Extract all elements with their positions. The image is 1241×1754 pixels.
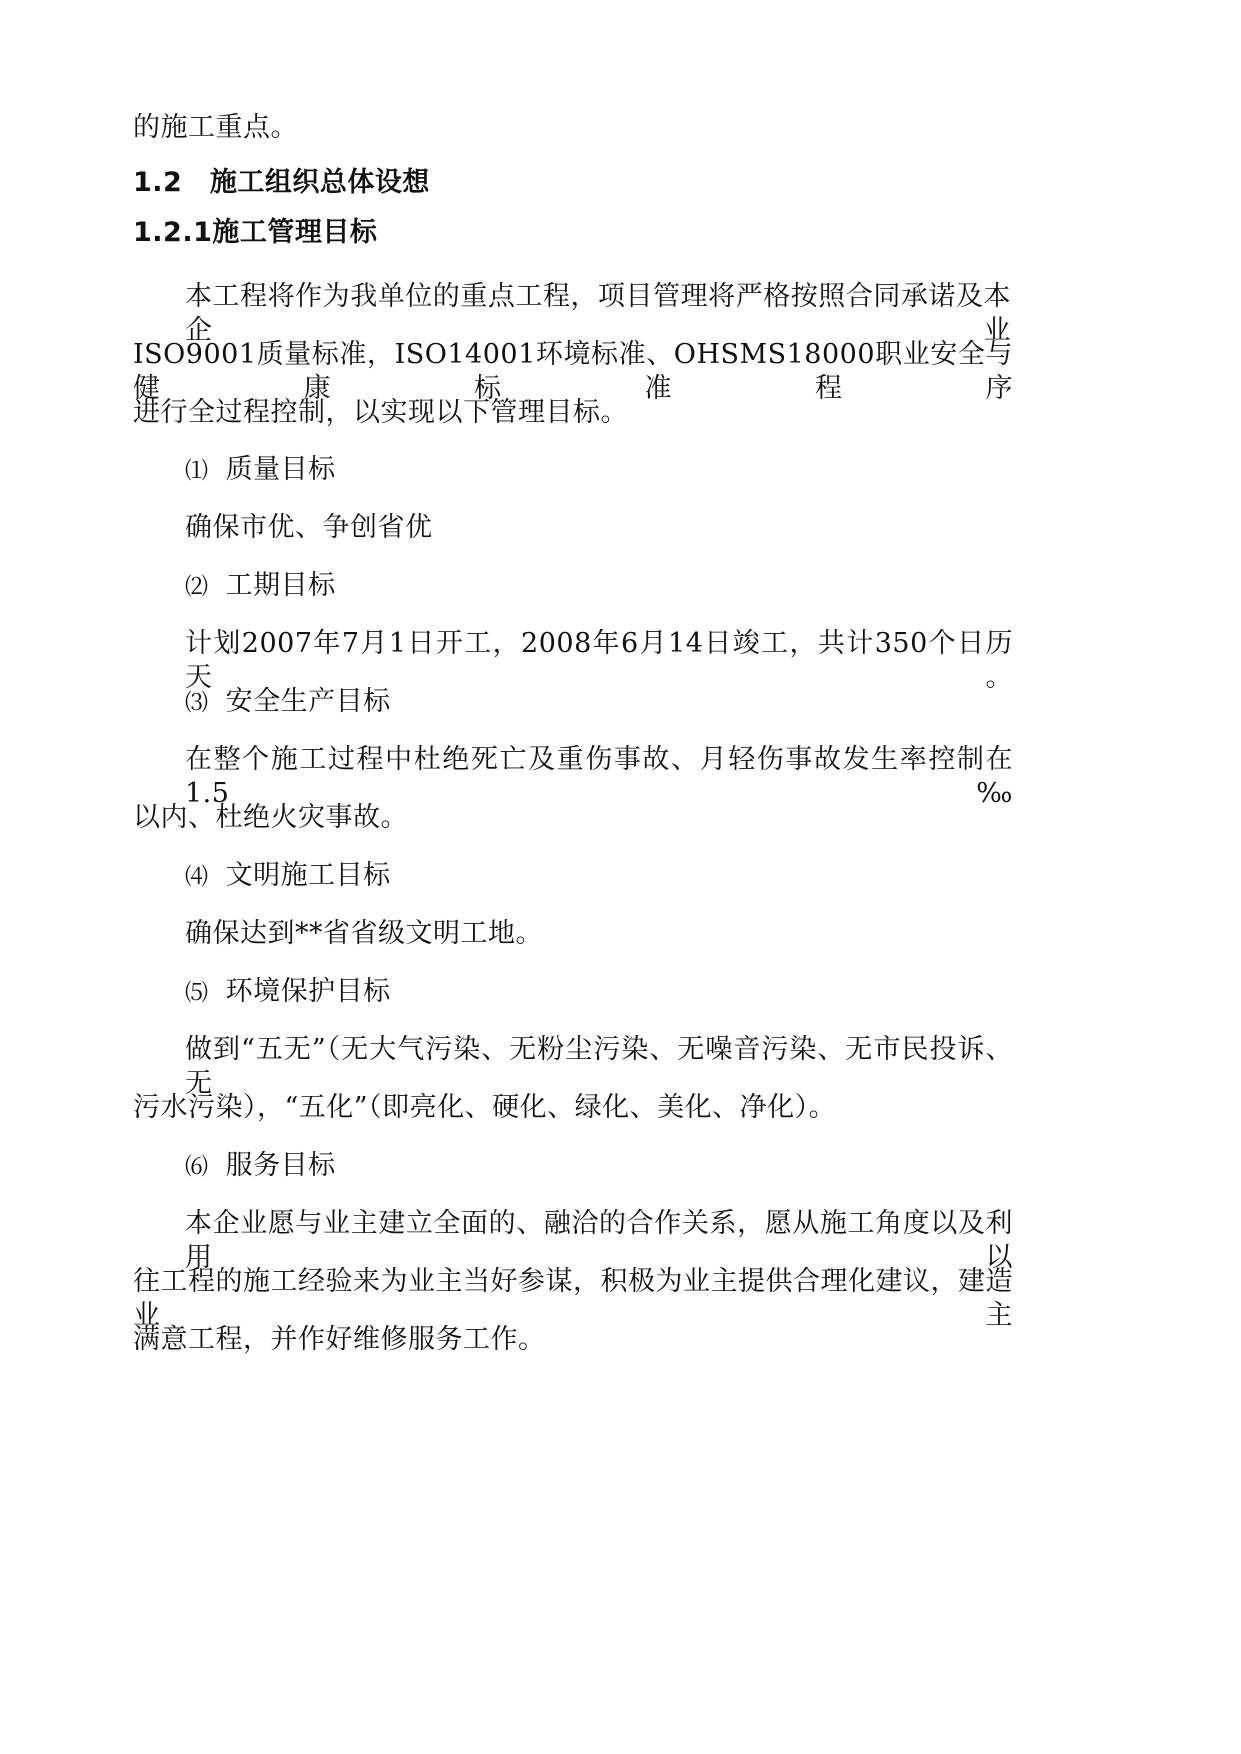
- goal-title: 文明施工目标: [225, 860, 391, 891]
- intro-paragraph-line-3: 进行全过程控制，以实现以下管理目标。: [133, 397, 628, 428]
- goal-text-safety-line-1: 在整个施工过程中杜绝死亡及重伤事故、月轻伤事故发生率控制在1.5‰: [185, 744, 1013, 809]
- goal-marker: ⑷: [185, 864, 209, 890]
- goal-heading-civilized-construction: [185, 859, 391, 894]
- goal-heading-service: [185, 1149, 336, 1184]
- goal-title: 安全生产目标: [225, 686, 391, 717]
- goal-text-environment-line-2: 污水污染），“五化”（即亮化、硬化、绿化、美化、净化）。: [133, 1092, 837, 1123]
- goal-heading-schedule: [185, 569, 336, 604]
- goal-title: 质量目标: [225, 454, 336, 485]
- goal-text-civilized-construction: 确保达到**省省级文明工地。: [185, 918, 543, 949]
- section-heading: 1.2 施工组织总体设想: [133, 167, 430, 198]
- goal-title: 服务目标: [225, 1150, 336, 1181]
- goal-marker: ⑵: [185, 574, 209, 600]
- continuation-line: 的施工重点。: [133, 112, 298, 143]
- goal-marker: ⑶: [185, 690, 209, 716]
- subsection-heading: 1.2.1施工管理目标: [133, 217, 378, 248]
- goal-text-safety-line-2: 以内、杜绝火灾事故。: [133, 802, 408, 833]
- goal-text-service-line-3: 满意工程，并作好维修服务工作。: [133, 1324, 546, 1355]
- intro-paragraph-line-1: 本工程将作为我单位的重点工程，项目管理将严格按照合同承诺及本企业: [185, 281, 1011, 346]
- intro-paragraph-line-2: ISO9001质量标准，ISO14001环境标准、OHSMS18000职业安全与健康标准程序: [133, 339, 1013, 404]
- goal-text-schedule: 计划2007年7月1日开工，2008年6月14日竣工，共计350个日历天。: [185, 628, 1013, 693]
- goal-marker: ⑹: [185, 1154, 209, 1180]
- goal-marker: ⑸: [185, 980, 209, 1006]
- goal-text-service-line-1: 本企业愿与业主建立全面的、融洽的合作关系，愿从施工角度以及利用以: [185, 1208, 1013, 1273]
- goal-text-service-line-2: 往工程的施工经验来为业主当好参谋，积极为业主提供合理化建议，建造业主: [133, 1266, 1013, 1331]
- goal-heading-safety: [185, 685, 391, 720]
- goal-text-quality: 确保市优、争创省优: [185, 512, 433, 543]
- goal-title: 工期目标: [225, 570, 336, 601]
- goal-heading-quality: [185, 453, 336, 488]
- goal-text-environment-line-1: 做到“五无”（无大气污染、无粉尘污染、无噪音污染、无市民投诉、无: [185, 1034, 1013, 1099]
- goal-title: 环境保护目标: [225, 976, 391, 1007]
- goal-heading-environment: [185, 975, 391, 1010]
- goal-marker: ⑴: [185, 458, 209, 484]
